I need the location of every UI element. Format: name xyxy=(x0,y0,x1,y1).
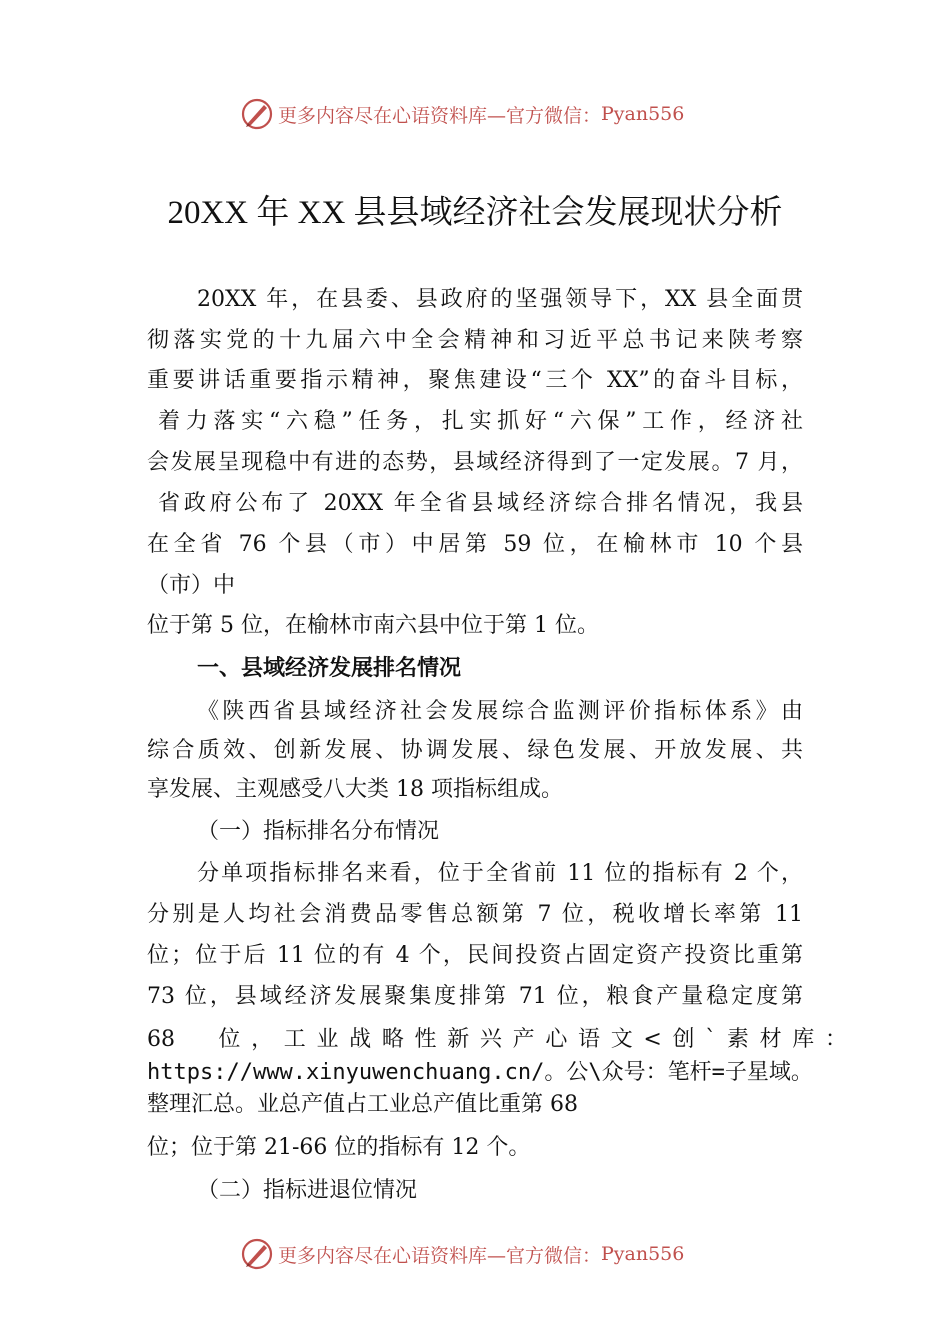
intro-line-5: 会发展呈现稳中有进的态势，县域经济得到了一定发展。7 月， xyxy=(147,450,803,475)
section-1-line-2: 综合质效、创新发展、协调发展、绿色发展、开放发展、共 xyxy=(147,738,803,763)
subsection-1-line-2: 分别是人均社会消费品零售总额第 7 位，税收增长率第 11 xyxy=(147,902,803,927)
subsection-1-line-1: 分单项指标排名来看，位于全省前 11 位的指标有 2 个， xyxy=(197,861,803,886)
pen-logo-icon xyxy=(240,97,274,131)
intro-line-8: （市）中 xyxy=(147,573,236,598)
section-1-line-1: 《陕西省县域经济社会发展综合监测评价指标体系》由 xyxy=(197,699,803,724)
intro-line-6: 省政府公布了 20XX 年全省县域经济综合排名情况，我县 xyxy=(158,491,803,516)
subsection-1-line-5: 68 位，工业战略性新兴产心语文<创`素材库： xyxy=(147,1027,847,1052)
intro-line-4: 着力落实“六稳”任务，扎实抓好“六保”工作，经济社 xyxy=(158,409,803,434)
subsection-2-heading: （二）指标进退位情况 xyxy=(197,1178,418,1203)
footer-banner xyxy=(240,1237,684,1271)
subsection-1-line-7: 整理汇总。业总产值占工业总产值比重第 68 xyxy=(147,1092,578,1117)
header-banner xyxy=(240,97,684,131)
banner-text: 更多内容尽在心语资料库—官方微信： xyxy=(278,104,602,127)
intro-line-2: 彻落实党的十九届六中全会精神和习近平总书记来陕考察 xyxy=(147,328,803,353)
wechat-id: Pyan556 xyxy=(601,103,685,125)
page-title: 20XX 年 XX 县县域经济社会发展现状分析 xyxy=(167,195,783,231)
subsection-1-heading: （一）指标排名分布情况 xyxy=(197,819,440,844)
subsection-1-line-4: 73 位，县域经济发展聚集度排第 71 位，粮食产量稳定度第 xyxy=(147,984,803,1009)
intro-line-1: 20XX 年，在县委、县政府的坚强领导下，XX 县全面贯 xyxy=(197,287,803,312)
subsection-1-line-8: 位；位于第 21-66 位的指标有 12 个。 xyxy=(147,1135,531,1160)
subsection-1-line-6: https://www.xinyuwenchuang.cn/。公\众号：笔杆=子星域。 xyxy=(147,1060,813,1085)
intro-line-9: 位于第 5 位，在榆林市南六县中位于第 1 位。 xyxy=(147,613,599,638)
intro-line-3: 重要讲话重要指示精神，聚焦建设“三个 XX”的奋斗目标， xyxy=(147,368,803,393)
section-1-line-3: 享发展、主观感受八大类 18 项指标组成。 xyxy=(147,777,563,802)
section-1-heading: 一、县域经济发展排名情况 xyxy=(197,656,462,681)
pen-logo-icon xyxy=(240,1237,274,1271)
intro-line-7: 在全省 76 个县（市）中居第 59 位，在榆林市 10 个县 xyxy=(147,532,803,557)
banner-text: 更多内容尽在心语资料库—官方微信： xyxy=(278,1244,602,1267)
subsection-1-line-3: 位；位于后 11 位的有 4 个，民间投资占固定资产投资比重第 xyxy=(147,943,803,968)
wechat-id: Pyan556 xyxy=(601,1243,685,1265)
